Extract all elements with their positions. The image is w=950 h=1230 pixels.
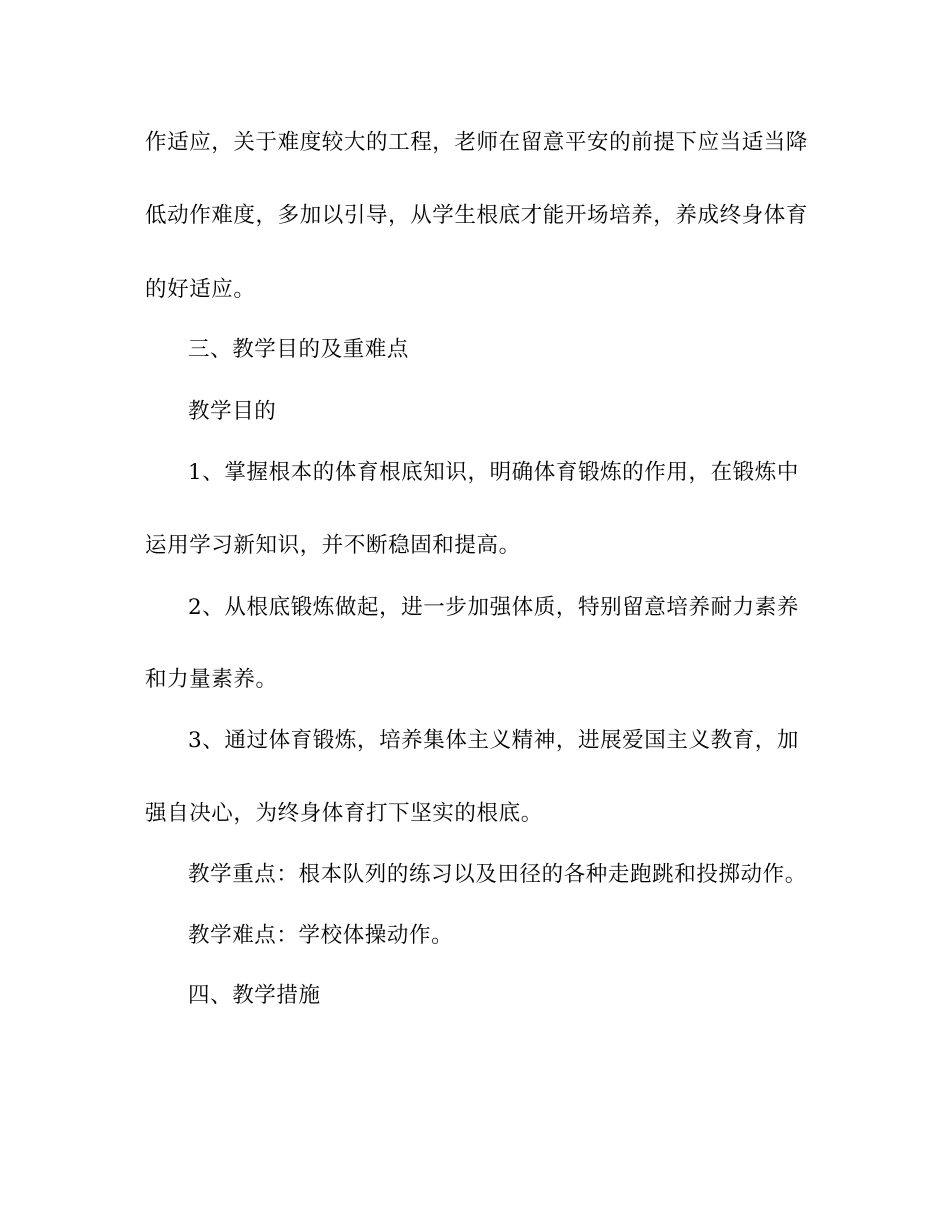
list-item-line: 2、从根底锻炼做起，进一步加强体质，特别留意培养耐力素养 [188, 595, 799, 620]
list-item-line: 3、通过体育锻炼，培养集体主义精神，进展爱国主义教育，加 [188, 728, 799, 753]
key-points-line: 教学重点：根本队列的练习以及田径的各种走跑跳和投掷动作。 [188, 862, 807, 887]
list-item-line: 和力量素养。 [145, 667, 278, 692]
paragraph-line: 的好适应。 [145, 277, 256, 302]
section-heading: 三、教学目的及重难点 [188, 337, 410, 362]
list-item-line: 强自决心，为终身体育打下坚实的根底。 [145, 801, 543, 826]
list-item-line: 运用学习新知识，并不断稳固和提高。 [145, 533, 521, 558]
list-item-line: 1、掌握根本的体育根底知识，明确体育锻炼的作用，在锻炼中 [188, 460, 799, 485]
paragraph-line: 低动作难度，多加以引导，从学生根底才能开场培养，养成终身体育 [145, 203, 809, 228]
section-heading: 四、教学措施 [188, 983, 321, 1008]
difficult-points-line: 教学难点：学校体操动作。 [188, 923, 454, 948]
subsection-heading: 教学目的 [188, 399, 277, 424]
paragraph-line: 作适应，关于难度较大的工程，老师在留意平安的前提下应当适当降 [145, 130, 809, 155]
